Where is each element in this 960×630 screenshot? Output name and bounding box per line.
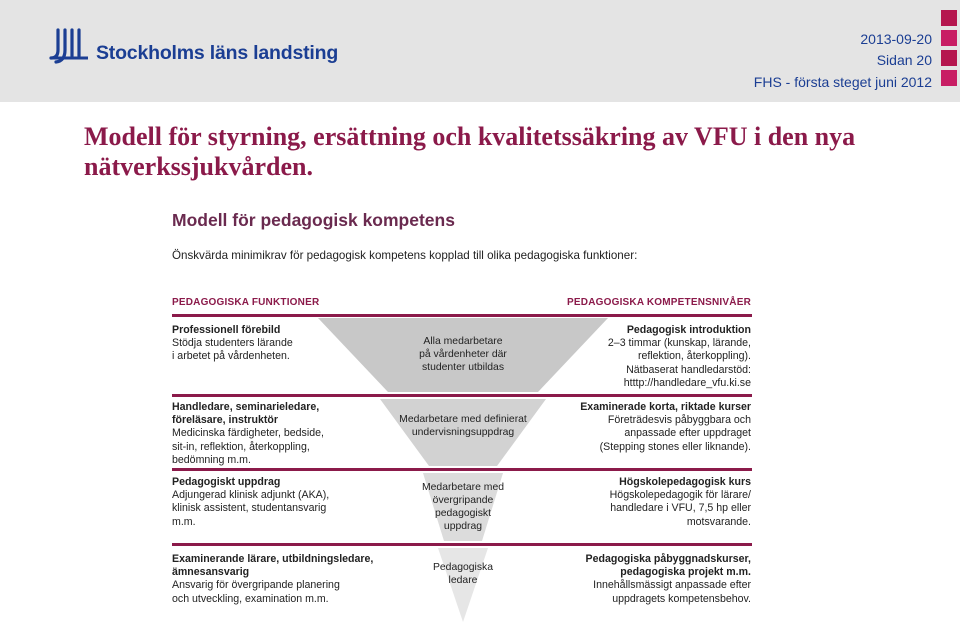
right-column-header: PEDAGOGISKA KOMPETENSNIVÅER: [567, 297, 751, 308]
competence-row-3: [531, 476, 751, 529]
logo-text: Stockholms läns landsting: [96, 42, 339, 64]
competence-line: Nätbaserat handledarstöd:: [626, 363, 751, 376]
left-column-header: PEDAGOGISKA FUNKTIONER: [172, 297, 320, 308]
divider-1: [172, 314, 752, 317]
pyramid-line: ledare: [448, 575, 478, 586]
competence-row-2: [571, 401, 751, 454]
pyramid-label-3: [388, 481, 538, 533]
page-number: Sidan 20: [876, 52, 932, 68]
model-intro: Önskvärda minimikrav för pedagogisk kompetens kopplad till olika pedagogiska funktioner:: [172, 249, 638, 262]
competence-heading: Pedagogiska påbyggnadskurser, pedagogiska projekt m.m.: [585, 553, 751, 579]
function-row-4: [172, 553, 402, 606]
function-row-2: [172, 401, 372, 467]
competence-row-4: [551, 553, 751, 606]
slide-title: Modell för styrning, ersättning och kvalitetssäkring av VFU i den nya nätverkssjukvården.: [84, 122, 856, 181]
pyramid-label-2: [388, 413, 538, 439]
pyramid-line: Medarbetare med: [421, 482, 504, 493]
competence-line: 2–3 timmar (kunskap, lärande,: [607, 337, 751, 350]
competence-line: Högskolepedagogik för lärare/: [609, 489, 751, 502]
function-line: klinisk assistent, studentansvarig: [172, 502, 327, 515]
function-line: i arbetet på vårdenheten.: [172, 350, 290, 363]
pyramid-line: undervisningsuppdrag: [411, 427, 515, 438]
function-heading: Handledare, seminarieledare, föreläsare, instruktör: [172, 401, 320, 427]
function-row-1: [172, 324, 412, 364]
pyramid-label-1: [388, 335, 538, 374]
competence-heading: Pedagogisk introduktion: [626, 324, 751, 336]
pyramid-line: Alla medarbetare: [423, 336, 503, 347]
divider-4: [172, 543, 752, 546]
function-heading: Examinerande lärare, utbildningsledare, ämnesansvarig: [172, 553, 374, 579]
competence-heading: Examinerade korta, riktade kurser: [580, 401, 751, 413]
divider-2: [172, 394, 752, 397]
pyramid-label-4: [388, 561, 538, 587]
slide-date: 2013-09-20: [860, 31, 932, 47]
competence-heading: Högskolepedagogisk kurs: [619, 476, 751, 488]
divider-3: [172, 468, 752, 471]
pyramid-line: studenter utbildas: [421, 362, 505, 373]
function-row-3: [172, 476, 412, 529]
pyramid-line: Medarbetare med definierat: [399, 414, 527, 425]
competence-line: reflektion, återkoppling).: [637, 350, 751, 363]
competence-line: uppdragets kompetensbehov.: [612, 592, 751, 605]
function-line: bedömning m.m.: [172, 453, 251, 466]
function-line: m.m.: [172, 515, 196, 528]
pyramid-line: övergripande: [432, 495, 494, 506]
pyramid-line: på vårdenheter där: [419, 349, 507, 360]
pyramid-line: Pedagogiska: [432, 562, 494, 573]
pyramid-line: uppdrag: [443, 521, 483, 532]
competence-line: Innehållsmässigt anpassade efter: [593, 579, 751, 592]
function-line: Adjungerad klinisk adjunkt (AKA),: [172, 489, 330, 502]
function-line: Ansvarig för övergripande planering: [172, 579, 340, 592]
model-title: Modell för pedagogisk kompetens: [172, 210, 455, 230]
function-line: sit-in, reflektion, återkoppling,: [172, 440, 310, 453]
function-line: och utveckling, examination m.m.: [172, 592, 329, 605]
slide-subtitle: FHS - första steget juni 2012: [753, 74, 932, 90]
function-line: Stödja studenters lärande: [172, 337, 293, 350]
competence-line: handledare i VFU, 7,5 hp eller: [610, 502, 751, 515]
competence-row-1: [531, 324, 751, 390]
competence-line: motsvarande.: [686, 515, 751, 528]
competence-line: htttp://handledare_vfu.ki.se: [623, 376, 751, 389]
competence-line: (Stepping stones eller liknande).: [599, 440, 751, 453]
function-heading: Professionell förebild: [172, 324, 281, 336]
function-line: Medicinska färdigheter, bedside,: [172, 427, 324, 440]
competence-line: Företrädesvis påbyggbara och: [607, 414, 751, 427]
pyramid-line: pedagogiskt: [434, 508, 492, 519]
function-heading: Pedagogiskt uppdrag: [172, 476, 281, 488]
competence-line: anpassade efter uppdraget: [624, 427, 751, 440]
